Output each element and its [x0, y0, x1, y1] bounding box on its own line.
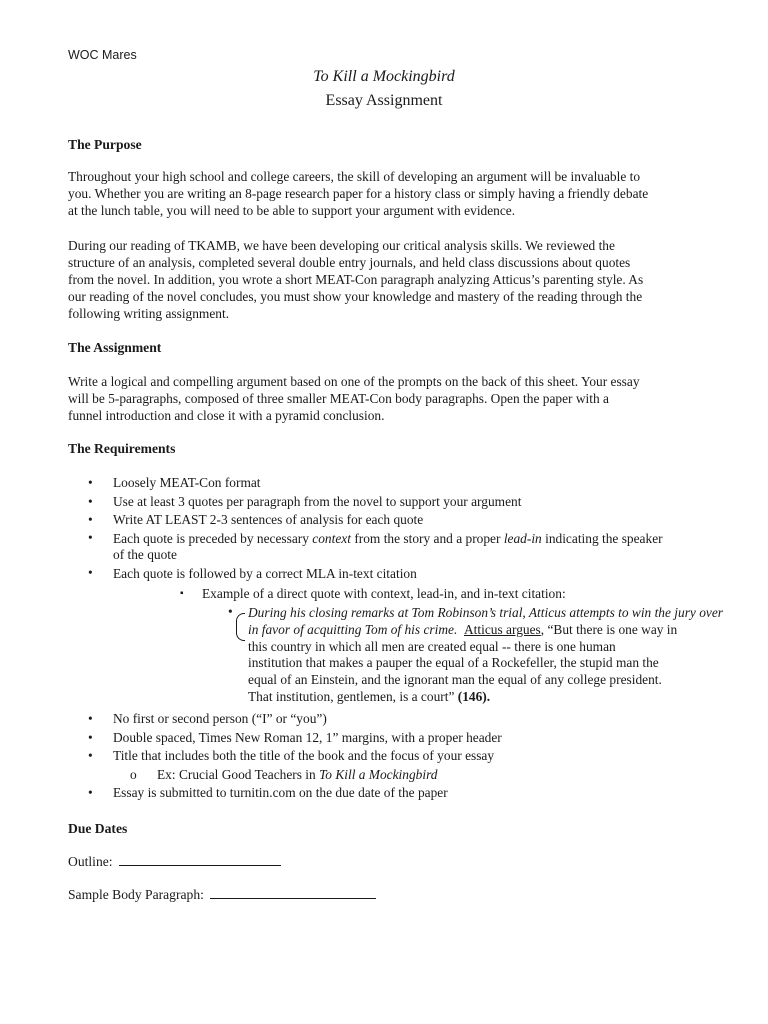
square-bullet-icon: ▪: [180, 588, 184, 599]
list-item-text: Each quote is preceded by necessary: [113, 530, 313, 546]
bullet-icon: •: [88, 512, 93, 527]
book-title: To Kill a Mockingbird: [313, 68, 455, 85]
paragraph-line: Throughout your high school and college careers, the skill of developing an argument will be invaluable to: [68, 169, 641, 184]
requirements-heading: The Requirements: [68, 441, 176, 456]
list-item: [68, 747, 708, 766]
list-item: [68, 729, 708, 748]
bullet-icon: •: [228, 604, 233, 619]
example-citation: (146).: [454, 688, 491, 704]
paragraph-line: you. Whether you are writing an 8-page research paper for a history class or simply having a friendly debate: [68, 186, 649, 201]
example-lead-in: Atticus argues: [464, 621, 541, 637]
requirements-list-final: [68, 784, 708, 803]
example-title-book: To Kill a Mockingbird: [319, 767, 438, 782]
sub-list-item-text: [157, 766, 437, 783]
author-header: WOC Mares: [68, 48, 137, 62]
list-item: [68, 474, 708, 493]
bullet-icon: •: [88, 529, 93, 545]
bullet-icon: •: [88, 475, 93, 490]
list-item-text: Double spaced, Times New Roman 12, 1” margins, with a proper header: [113, 729, 502, 745]
bracket-icon: [236, 613, 245, 641]
requirements-list: [68, 474, 708, 583]
list-item: [68, 530, 708, 564]
assignment-heading: The Assignment: [68, 340, 162, 355]
purpose-heading: The Purpose: [68, 137, 142, 152]
bullet-icon: •: [88, 564, 93, 580]
paragraph-line: During our reading of TKAMB, we have been developing our critical analysis skills. We reviewed the: [68, 238, 615, 253]
circle-bullet-icon: o: [130, 767, 137, 782]
list-item-text: of the quote: [113, 547, 177, 562]
example-quote-block: [228, 604, 724, 706]
bullet-icon: •: [88, 493, 93, 509]
list-item: [68, 564, 708, 584]
sample-paragraph-label: Sample Body Paragraph:: [68, 887, 204, 902]
list-item: [68, 493, 708, 512]
example-quote: That institution, gentlemen, is a court”: [248, 688, 455, 704]
sample-paragraph-blank[interactable]: [210, 887, 376, 899]
bullet-icon: •: [88, 711, 93, 726]
list-item-text: Each quote is followed by a correct MLA in-text citation: [113, 565, 417, 581]
list-item-text: Write AT LEAST 2-3 sentences of analysis for each quote: [113, 512, 424, 527]
example-line: [248, 689, 708, 706]
example-line: [248, 622, 708, 639]
example-context: During his closing remarks at Tom Robinson’s trial, Atticus attempts to win the jury over: [248, 605, 724, 620]
example-context: in favor of acquitting Tom of his crime.: [248, 621, 458, 637]
paragraph-line: funnel introduction and close it with a pyramid conclusion.: [68, 408, 385, 423]
purpose-paragraph-2: [68, 237, 708, 322]
bullet-icon: •: [88, 748, 93, 763]
list-item: [68, 710, 708, 729]
paragraph-line: at the lunch table, you will need to be able to support your argument with evidence.: [68, 203, 516, 218]
paragraph-line: from the novel. In addition, you wrote a short MEAT-Con paragraph analyzing Atticus’s parenting style. As: [68, 272, 644, 287]
paragraph-line: following writing assignment.: [68, 306, 230, 321]
outline-blank[interactable]: [119, 854, 281, 866]
paragraph-line: our reading of the novel concludes, you must show your knowledge and mastery of the reading through the: [68, 289, 643, 304]
example-quote: , “But there is one way in: [540, 621, 678, 637]
list-item-text: indicating the speaker: [541, 530, 663, 546]
list-item-text: from the story and a proper: [350, 530, 504, 546]
emphasis-context: context: [312, 530, 351, 546]
requirements-list-continued: [68, 710, 708, 766]
emphasis-lead-in: lead-in: [503, 530, 542, 546]
example-title-prefix: Ex: Crucial Good Teachers in: [157, 767, 320, 782]
bullet-icon: •: [88, 785, 93, 800]
list-item: [68, 511, 708, 530]
example-quote: institution that makes a pauper the equal of a Rockefeller, the stupid man the: [248, 655, 659, 671]
example-quote: this country in which all men are created equal -- there is one human: [248, 638, 616, 654]
outline-due-field: [68, 853, 281, 870]
paragraph-line: Write a logical and compelling argument based on one of the prompts on the back of this sheet. Your essay: [68, 374, 640, 389]
list-item: [68, 784, 708, 803]
document-subtitle: Essay Assignment: [325, 92, 443, 109]
list-item-text: Use at least 3 quotes per paragraph from the novel to support your argument: [113, 493, 522, 509]
list-item-text: Title that includes both the title of the book and the focus of your essay: [113, 748, 495, 763]
sample-paragraph-due-field: [68, 886, 376, 903]
list-item-text: Loosely MEAT-Con format: [113, 475, 261, 490]
paragraph-line: structure of an analysis, completed several double entry journals, and held class discussions about quotes: [68, 255, 631, 270]
list-item-text: Essay is submitted to turnitin.com on the due date of the paper: [113, 785, 448, 800]
list-item-text: No first or second person (“I” or “you”): [113, 711, 327, 726]
purpose-paragraph-1: [68, 168, 708, 219]
example-quote: equal of an Einstein, and the ignorant man the equal of any college president.: [248, 672, 662, 688]
outline-label: Outline:: [68, 854, 113, 869]
assignment-paragraph: [68, 373, 708, 424]
bullet-icon: •: [88, 729, 93, 745]
due-dates-heading: Due Dates: [68, 821, 128, 836]
paragraph-line: will be 5-paragraphs, composed of three smaller MEAT-Con body paragraphs. Open the paper with a: [68, 391, 609, 406]
sub-list-item-text: Example of a direct quote with context, lead-in, and in-text citation:: [202, 586, 566, 601]
